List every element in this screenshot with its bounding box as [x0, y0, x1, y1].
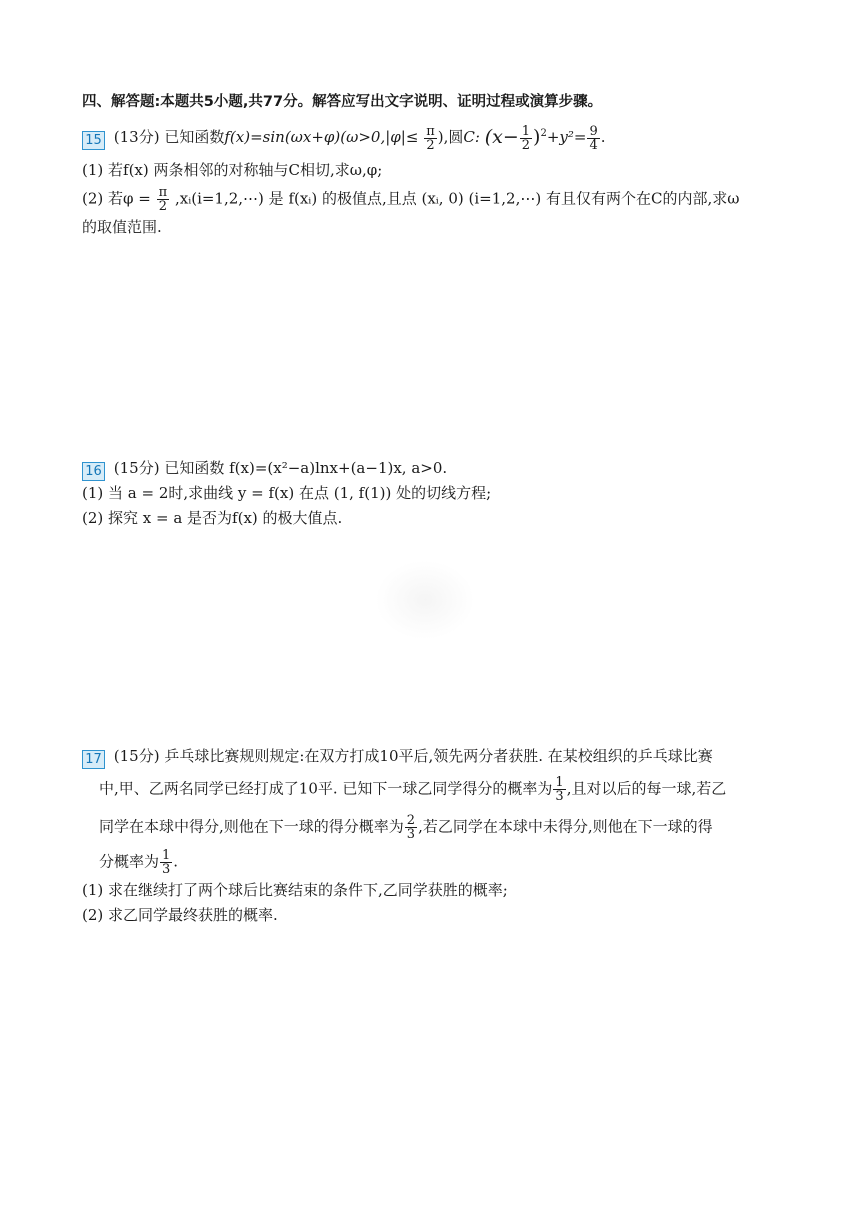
q15-part2-continued: 的取值范围. — [82, 218, 162, 236]
q17-line1: 乒乓球比赛规则规定:在双方打成10平后,领先两分者获胜. 在某校组织的乒乓球比赛 — [164, 747, 713, 765]
q17-fraction-2: $\frac{2}{3}$ — [406, 813, 416, 842]
q15-number-badge: 15 — [82, 131, 105, 150]
section-heading: 四、解答题:本题共5小题,共77分。解答应写出文字说明、证明过程或演算步骤。 — [82, 94, 603, 110]
q17-stem-line4: 分概率为 $\frac{1}{3}$ . — [99, 848, 179, 877]
q17-stem-line2: 中,甲、乙两名同学已经打成了10平. 已知下一球乙同学得分的概率为 $\frac{1}{3}$ ,且对以后的每一球,若乙 — [99, 775, 727, 804]
q15-part2-fraction: $\frac{\pi}{2}$ — [158, 185, 168, 214]
q15-circle-rhs: $\frac{9}{4}$ — [589, 123, 598, 153]
q15-circle-fraction: $\frac{1}{2}$ — [521, 123, 531, 153]
q17-fraction-3: $\frac{1}{3}$ — [162, 848, 171, 877]
q17-stem-line3: 同学在本球中得分,则他在下一球的得分概率为 $\frac{2}{3}$ ,若乙同学在本球中未得分,则他在下一球的得 — [99, 813, 713, 842]
q15-func-fraction: $\frac{\pi}{2}$ — [426, 123, 435, 153]
q15-circle-open: (x− — [484, 126, 519, 148]
q15-function: f(x)=sin(ωx+φ)(ω>0,|φ|≤ — [224, 128, 419, 146]
q15-part2 — [82, 186, 739, 213]
q15-circle-lead: C: — [463, 128, 480, 146]
q17-points: (15分) — [113, 747, 160, 765]
q17-part2: (2) 求乙同学最终获胜的概率. — [82, 906, 278, 924]
q15-end: . — [600, 128, 606, 146]
q16-stem — [82, 458, 447, 481]
q15-circle-tail: +y²= — [546, 128, 587, 146]
q17-part1: (1) 求在继续打了两个球后比赛结束的条件下,乙同学获胜的概率; — [82, 881, 508, 899]
scan-smudge — [375, 560, 475, 640]
q16-number-badge: 16 — [82, 462, 105, 481]
q17-fraction-1: $\frac{1}{3}$ — [555, 775, 564, 804]
q15-circle-close: ) — [533, 126, 541, 148]
q16-part1: (1) 当 a = 2时,求曲线 y = f(x) 在点 (1, f(1)) 处的切线方程; — [82, 484, 492, 502]
q15-part2-b: ,xᵢ(i=1,2,⋯) 是 f(xᵢ) 的极值点,且点 (xᵢ, 0) (i=1,2,⋯) 有且仅有两个在C的内部,求ω — [174, 189, 740, 208]
q17-stem-line1 — [82, 746, 713, 769]
q16-text: 已知函数 f(x)=(x²−a)lnx+(a−1)x, a>0. — [164, 459, 448, 477]
q16-points: (15分) — [113, 459, 160, 477]
q15-part2-a: (2) 若φ = — [82, 189, 151, 208]
q15-part1: (1) 若f(x) 两条相邻的对称轴与C相切,求ω,φ; — [82, 161, 383, 179]
q15-stem: 15 (13分) 已知函数f(x)=sin(ωx+φ)(ω>0,|φ|≤ $\frac{\pi}{2}$ ),圆C: (x− $\frac{1}{2}$ )$^2$+y²= $\frac{9}{4}$ . — [82, 124, 606, 152]
q15-intro: 已知函数 — [164, 128, 225, 146]
q15-func-tail: ),圆 — [437, 128, 464, 146]
q17-number-badge: 17 — [82, 750, 105, 769]
q16-part2: (2) 探究 x = a 是否为f(x) 的极大值点. — [82, 509, 343, 527]
q15-points: (13分) — [113, 128, 160, 146]
